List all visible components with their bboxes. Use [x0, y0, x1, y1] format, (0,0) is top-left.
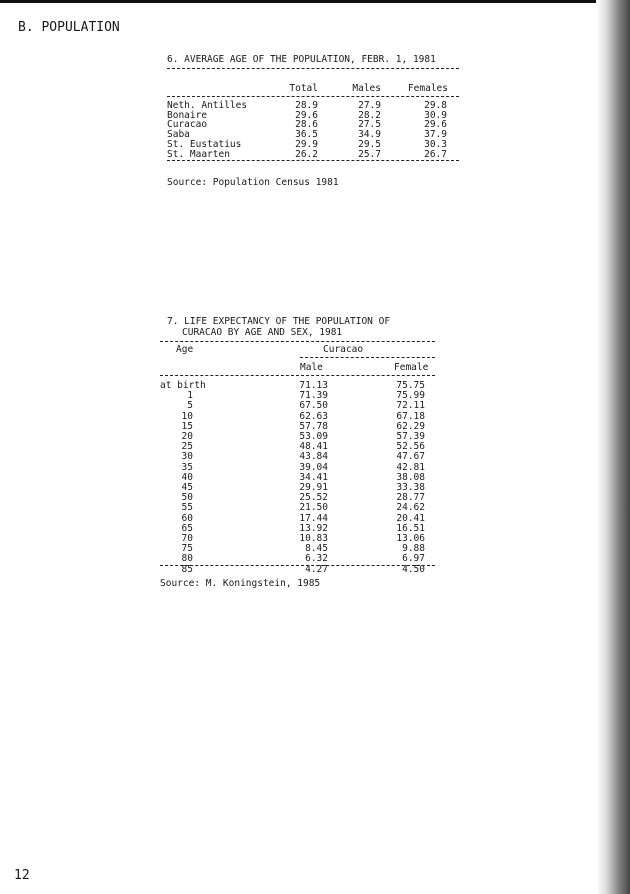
table-row [0, 451, 630, 461]
table-row [0, 129, 630, 139]
female-value: 72.11 [396, 400, 425, 412]
age-value: 40 [181, 471, 193, 483]
age-value: 55 [181, 502, 193, 514]
header-females: Females [407, 83, 448, 94]
table-row [0, 380, 630, 390]
table-row [0, 100, 630, 110]
divider [300, 357, 435, 358]
age-value: 70 [181, 533, 193, 544]
table7-source: Source: M. Koningstein, 1985 [160, 578, 321, 589]
female-value: 75.75 [396, 380, 425, 391]
females-value: 29.8 [424, 100, 447, 111]
male-value: 21.50 [299, 502, 328, 514]
total-value: 26.2 [295, 148, 318, 160]
divider [167, 96, 459, 97]
region-name: St. Maarten [167, 148, 230, 160]
table-row [0, 139, 630, 149]
total-value: 28.9 [295, 100, 318, 111]
males-value: 29.5 [358, 138, 381, 150]
curacao-header: Curacao [323, 344, 364, 355]
divider [167, 160, 459, 161]
male-value: 62.63 [299, 410, 328, 422]
male-header: Male [300, 362, 323, 373]
males-value: 27.9 [358, 100, 381, 111]
female-value: 6.97 [402, 553, 425, 565]
age-value: 5 [187, 400, 193, 412]
female-value: 47.67 [396, 451, 425, 463]
table-row [0, 523, 630, 533]
table7-title-line2: CURACAO BY AGE AND SEX, 1981 [182, 327, 343, 338]
table-row [0, 543, 630, 553]
females-value: 30.3 [424, 138, 447, 150]
table-row [0, 492, 630, 502]
females-value: 26.7 [424, 148, 447, 160]
scan-top-border [0, 0, 630, 3]
table-row [0, 421, 630, 431]
header-males: Males [352, 83, 381, 94]
male-value: 13.92 [299, 522, 328, 534]
male-value: 25.52 [299, 492, 328, 504]
female-value: 16.51 [396, 522, 425, 534]
page-number: 12 [14, 868, 30, 883]
male-value: 71.13 [299, 380, 328, 391]
region-name: Curacao [167, 119, 208, 131]
female-value: 67.18 [396, 410, 425, 422]
female-value: 42.81 [396, 461, 425, 473]
age-value: 85 [181, 563, 193, 575]
female-value: 20.41 [396, 512, 425, 524]
table-row [0, 513, 630, 523]
males-value: 28.2 [358, 109, 381, 121]
male-value: 4.27 [305, 563, 328, 575]
table-row [0, 400, 630, 410]
male-value: 29.91 [299, 482, 328, 493]
female-value: 52.56 [396, 441, 425, 453]
table-row [0, 431, 630, 441]
age-value: 1 [187, 390, 193, 402]
age-value: at birth [160, 380, 206, 391]
male-value: 10.83 [299, 533, 328, 544]
table-row [0, 533, 630, 543]
header-total: Total [289, 83, 318, 94]
total-value: 36.5 [295, 129, 318, 141]
region-name: Bonaire [167, 109, 208, 121]
male-value: 71.39 [299, 390, 328, 402]
male-value: 53.09 [299, 431, 328, 442]
total-value: 29.6 [295, 109, 318, 121]
male-value: 34.41 [299, 471, 328, 483]
female-value: 62.29 [396, 420, 425, 432]
age-header: Age [176, 344, 194, 355]
age-value: 80 [181, 553, 193, 565]
males-value: 27.5 [358, 119, 381, 131]
age-value: 30 [181, 451, 193, 463]
males-value: 25.7 [358, 148, 381, 160]
table-row [0, 441, 630, 451]
divider [160, 565, 435, 566]
male-value: 8.45 [305, 543, 328, 555]
female-header: Female [394, 362, 429, 373]
divider [160, 375, 435, 376]
age-value: 60 [181, 512, 193, 524]
table-row [0, 482, 630, 492]
female-value: 4.50 [402, 563, 425, 575]
age-value: 35 [181, 461, 193, 473]
age-value: 50 [181, 492, 193, 504]
age-value: 15 [181, 420, 193, 432]
age-value: 65 [181, 522, 193, 534]
table-row [0, 390, 630, 400]
age-value: 25 [181, 441, 193, 453]
age-value: 75 [181, 543, 193, 555]
total-value: 29.9 [295, 138, 318, 150]
table-row [0, 553, 630, 563]
female-value: 38.08 [396, 471, 425, 483]
female-value: 33.38 [396, 482, 425, 493]
male-value: 57.78 [299, 420, 328, 432]
table-row [0, 502, 630, 512]
age-value: 10 [181, 410, 193, 422]
male-value: 6.32 [305, 553, 328, 565]
female-value: 13.06 [396, 533, 425, 544]
table-row [0, 411, 630, 421]
females-value: 29.6 [424, 119, 447, 131]
table-row [0, 110, 630, 120]
region-name: Neth. Antilles [167, 100, 248, 111]
male-value: 48.41 [299, 441, 328, 453]
male-value: 67.50 [299, 400, 328, 412]
age-value: 20 [181, 431, 193, 442]
female-value: 57.39 [396, 431, 425, 442]
table-row [0, 119, 630, 129]
female-value: 9.88 [402, 543, 425, 555]
total-value: 28.6 [295, 119, 318, 131]
table-row [0, 472, 630, 482]
female-value: 24.62 [396, 502, 425, 514]
age-value: 45 [181, 482, 193, 493]
table6-header [0, 83, 630, 93]
table-row [0, 149, 630, 159]
females-value: 37.9 [424, 129, 447, 141]
females-value: 30.9 [424, 109, 447, 121]
male-value: 17.44 [299, 512, 328, 524]
male-value: 39.04 [299, 461, 328, 473]
males-value: 34.9 [358, 129, 381, 141]
region-name: Saba [167, 129, 190, 141]
divider [167, 68, 459, 69]
table-row [0, 462, 630, 472]
male-value: 43.84 [299, 451, 328, 463]
female-value: 28.77 [396, 492, 425, 504]
region-name: St. Eustatius [167, 138, 242, 150]
table6-title: 6. AVERAGE AGE OF THE POPULATION, FEBR. 1, 1981 [167, 54, 436, 65]
table6-source: Source: Population Census 1981 [167, 177, 339, 188]
section-title: B. POPULATION [18, 20, 120, 35]
divider [160, 341, 435, 342]
table7-title-line1: 7. LIFE EXPECTANCY OF THE POPULATION OF [167, 316, 391, 327]
female-value: 75.99 [396, 390, 425, 402]
